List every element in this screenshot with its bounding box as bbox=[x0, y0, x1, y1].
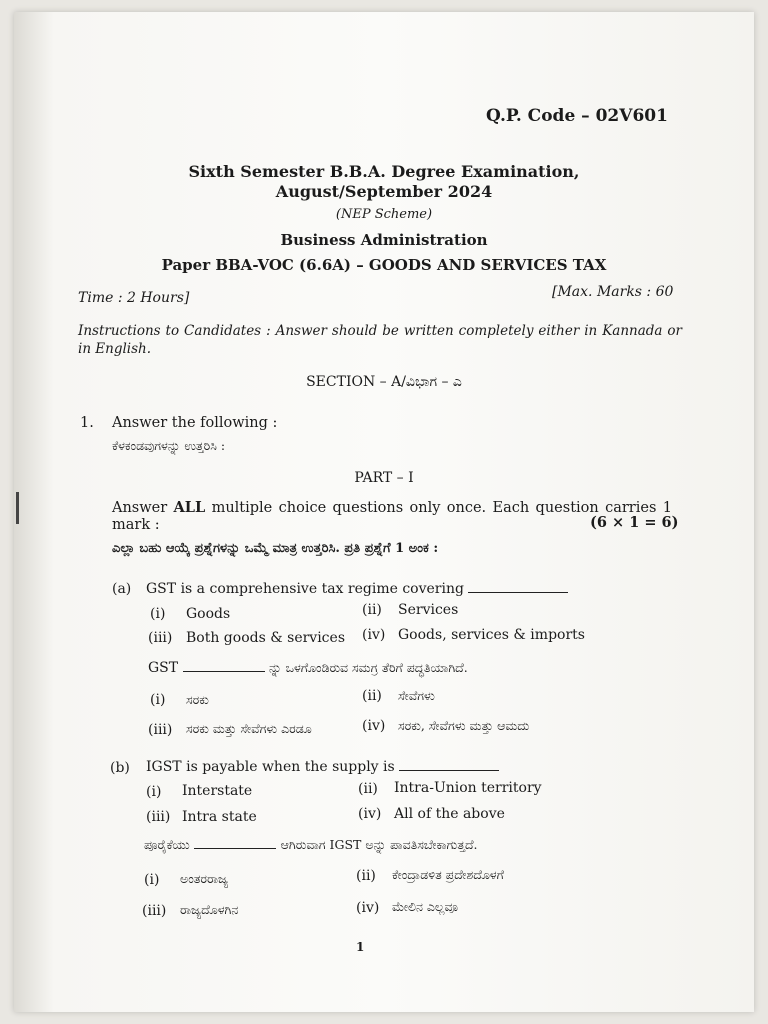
question-a-text bbox=[146, 580, 568, 597]
question-b-kn-pre: ಪೂರೈಕೆಯು bbox=[144, 837, 190, 852]
question-b-opt2-no: (ii) bbox=[358, 781, 378, 797]
qp-code: Q.P. Code – 02V601 bbox=[486, 106, 668, 126]
answer-blank bbox=[183, 659, 265, 672]
marks-scheme: (6 × 1 = 6) bbox=[590, 514, 679, 531]
question-a-kn-opt4: ಸರಕು, ಸೇವೆಗಳು ಮತ್ತು ಆಮದು bbox=[398, 718, 530, 733]
page-number: 1 bbox=[356, 940, 365, 954]
answer-blank bbox=[194, 836, 276, 849]
question-b-kn-opt1: ಅಂತರರಾಜ್ಯ bbox=[180, 871, 229, 886]
question-b-text bbox=[146, 758, 499, 775]
part-instruction-post: multiple choice questions only once. Each question carries 1 mark : bbox=[112, 500, 672, 533]
question-b-opt1-no: (i) bbox=[146, 784, 162, 800]
subject-title: Business Administration bbox=[280, 231, 488, 249]
question-b-kn-opt4-no: (iv) bbox=[356, 900, 380, 916]
question-a-opt3-no: (iii) bbox=[148, 630, 173, 646]
exam-scheme: (NEP Scheme) bbox=[335, 207, 433, 222]
question-a-kn-opt1-no: (i) bbox=[150, 692, 166, 708]
question-a-kn-opt3-no: (iii) bbox=[148, 722, 173, 738]
question-b-kannada bbox=[144, 836, 478, 853]
question-b-kn-opt2: ಕೇಂದ್ರಾಡಳಿತ ಪ್ರದೇಶದೊಳಗೆ bbox=[392, 867, 504, 882]
question-a-kn-opt2: ಸೇವೆಗಳು bbox=[398, 688, 435, 703]
question-a-kannada bbox=[148, 659, 468, 676]
question-a-opt2-no: (ii) bbox=[362, 602, 382, 618]
question-a-opt1-no: (i) bbox=[150, 606, 166, 622]
question-a-opt1: Goods bbox=[186, 606, 231, 622]
question-a-kn-opt1: ಸರಕು bbox=[186, 692, 209, 707]
exam-title-line1: Sixth Semester B.B.A. Degree Examination, bbox=[188, 162, 580, 181]
question-b-opt4: All of the above bbox=[394, 806, 505, 822]
question-text-kannada: ಕೆಳಕಂಡವುಗಳನ್ನು ಉತ್ತರಿಸಿ : bbox=[112, 438, 226, 453]
question-a-opt3: Both goods & services bbox=[186, 630, 345, 646]
scan-mark bbox=[16, 492, 19, 524]
question-a-kn-opt3: ಸರಕು ಮತ್ತು ಸೇವೆಗಳು ಎರಡೂ bbox=[186, 721, 312, 736]
question-a-kn-opt4-no: (iv) bbox=[362, 718, 386, 734]
question-b-opt3: Intra state bbox=[182, 809, 257, 825]
answer-blank bbox=[468, 580, 568, 593]
max-marks: [Max. Marks : 60 bbox=[552, 284, 674, 300]
question-b-kn-opt3: ರಾಜ್ಯದೊಳಗಿನ bbox=[180, 902, 239, 917]
question-b-opt3-no: (iii) bbox=[146, 809, 171, 825]
part-instruction-bold: ALL bbox=[173, 499, 206, 516]
answer-blank bbox=[399, 758, 499, 771]
part-instruction-kannada: ಎಲ್ಲಾ ಬಹು ಆಯ್ಕೆ ಪ್ರಶ್ನೆಗಳನ್ನು ಒಮ್ಮೆ ಮಾತ್ರ ಉತ್ತರಿಸಿ. ಪ್ರತಿ ಪ್ರಶ್ನೆಗೆ 1 ಅಂಕ : bbox=[112, 541, 439, 556]
question-a-label: (a) bbox=[112, 581, 132, 597]
section-heading: SECTION – A/ವಿಭಾಗ – ಎ bbox=[306, 374, 462, 390]
question-a-kn-post: ನ್ನು ಒಳಗೊಂಡಿರುವ ಸಮಗ್ರ ತೆರಿಗೆ ಪದ್ಧತಿಯಾಗಿದೆ. bbox=[269, 660, 468, 675]
question-b-opt4-no: (iv) bbox=[358, 806, 382, 822]
question-a-kn-opt2-no: (ii) bbox=[362, 688, 382, 704]
question-b-kn-opt2-no: (ii) bbox=[356, 868, 376, 884]
question-a-stem: GST is a comprehensive tax regime covering bbox=[146, 581, 464, 597]
question-b-stem: IGST is payable when the supply is bbox=[146, 759, 395, 775]
question-b-kn-opt4: ಮೇಲಿನ ಎಲ್ಲವೂ bbox=[392, 899, 458, 914]
question-b-kn-post: ಆಗಿರುವಾಗ IGST ಅನ್ನು ಪಾವತಿಸಬೇಕಾಗುತ್ತದೆ. bbox=[280, 837, 478, 852]
question-number: 1. bbox=[80, 415, 94, 431]
time-allowed: Time : 2 Hours] bbox=[78, 290, 190, 306]
question-a-opt2: Services bbox=[398, 602, 459, 618]
question-b-kn-opt3-no: (iii) bbox=[142, 903, 167, 919]
part-instruction-pre: Answer bbox=[112, 500, 174, 516]
question-a-kn-pre: GST bbox=[148, 660, 179, 676]
question-a-opt4-no: (iv) bbox=[362, 627, 386, 643]
part-heading: PART – I bbox=[354, 470, 414, 486]
question-b-opt2: Intra-Union territory bbox=[394, 780, 542, 796]
question-text: Answer the following : bbox=[112, 415, 278, 431]
question-b-kn-opt1-no: (i) bbox=[144, 872, 160, 888]
question-b-label: (b) bbox=[110, 760, 130, 776]
instructions: Instructions to Candidates : Answer should be written completely either in Kannada or in English. bbox=[78, 323, 682, 357]
question-b-opt1: Interstate bbox=[182, 783, 253, 799]
exam-title-line2: August/September 2024 bbox=[275, 182, 493, 201]
question-a-opt4: Goods, services & imports bbox=[398, 627, 585, 643]
paper-title: Paper BBA-VOC (6.6A) – GOODS AND SERVICES TAX bbox=[161, 256, 607, 274]
part-instruction bbox=[112, 499, 672, 534]
